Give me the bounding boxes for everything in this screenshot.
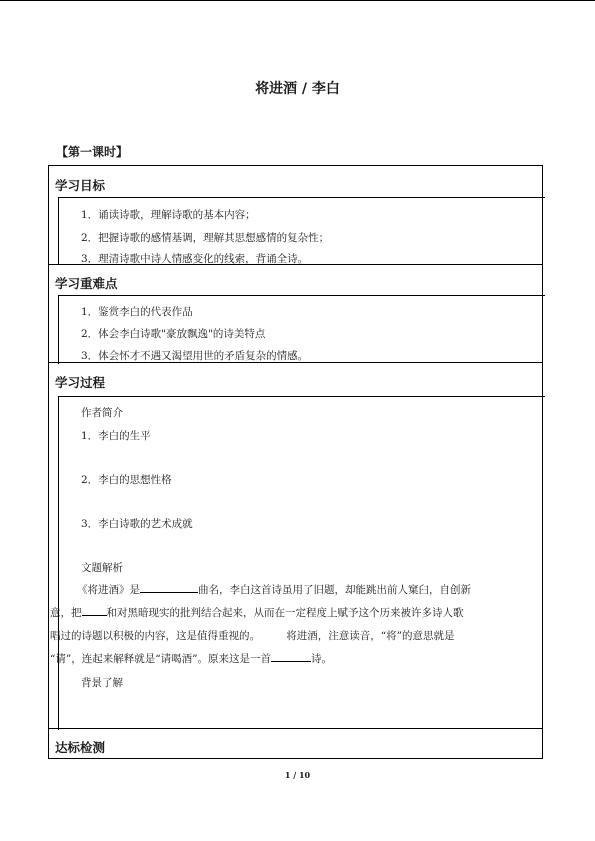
analysis-paragraph-line (50, 605, 464, 620)
keypoint-item: 1．鉴赏李白的代表作品 (81, 306, 193, 318)
page-number: 1 / 10 (284, 770, 311, 780)
fill-blank[interactable] (82, 605, 107, 616)
author-item: 2．李白的思想性格 (81, 474, 172, 486)
keypoints-body (58, 295, 545, 364)
analysis-paragraph-line: 唱过的诗题以积极的内容，这是值得重视的。 将进酒，注意读音，“将”的意思就是 (50, 630, 455, 642)
analysis-text: 曲名，李白这首诗虽用了旧题，却能跳出前人窠臼，自创新 (198, 584, 471, 596)
analysis-paragraph-line (50, 651, 332, 666)
section-heading-check: 达标检测 (55, 740, 106, 755)
title-analysis-label: 文题解析 (81, 562, 123, 574)
section-heading-keypoints: 学习重难点 (55, 276, 118, 291)
goal-item: 1．诵读诗歌，理解诗歌的基本内容； (81, 209, 256, 221)
goal-item: 3．理清诗歌中诗人情感变化的线索，背诵全诗。 (81, 253, 309, 265)
analysis-text: 《将进酒》是 (77, 584, 140, 596)
section-goals (49, 166, 542, 264)
author-intro-label: 作者简介 (81, 407, 123, 419)
process-body (50, 396, 545, 730)
section-check (49, 728, 542, 761)
author-item: 3．李白诗歌的艺术成就 (81, 518, 193, 530)
section-process (49, 362, 542, 729)
keypoint-item: 2．体会李白诗歌"豪放飘逸"的诗美特点 (81, 328, 266, 340)
lesson-label: 【第一课时】 (56, 145, 129, 159)
analysis-text: 和对黑暗现实的批判结合起来，从而在一定程度上赋予这个历来被许多诗人歌 (106, 607, 464, 619)
section-heading-process: 学习过程 (55, 375, 106, 390)
section-heading-goals: 学习目标 (55, 178, 106, 193)
study-table (48, 165, 543, 759)
author-item: 1．李白的生平 (81, 430, 151, 442)
fill-blank[interactable] (140, 582, 198, 593)
analysis-text: 意，把 (50, 607, 82, 619)
section-keypoints (49, 264, 542, 363)
analysis-text: “请”，连起来解释就是“请喝酒”。原来这是一首 (50, 653, 271, 665)
page-title: 将进酒 / 李白 (255, 81, 340, 97)
background-label: 背景了解 (81, 677, 123, 689)
top-rule (0, 0, 595, 1)
goal-item: 2．把握诗歌的感情基调，理解其思想感情的复杂性； (81, 232, 330, 244)
analysis-text: 诗。 (310, 653, 332, 665)
keypoint-item: 3．体会怀才不遇又渴望用世的矛盾复杂的情感。 (81, 350, 309, 362)
fill-blank[interactable] (271, 651, 311, 662)
goals-body (58, 197, 545, 265)
analysis-paragraph-line (77, 582, 471, 597)
